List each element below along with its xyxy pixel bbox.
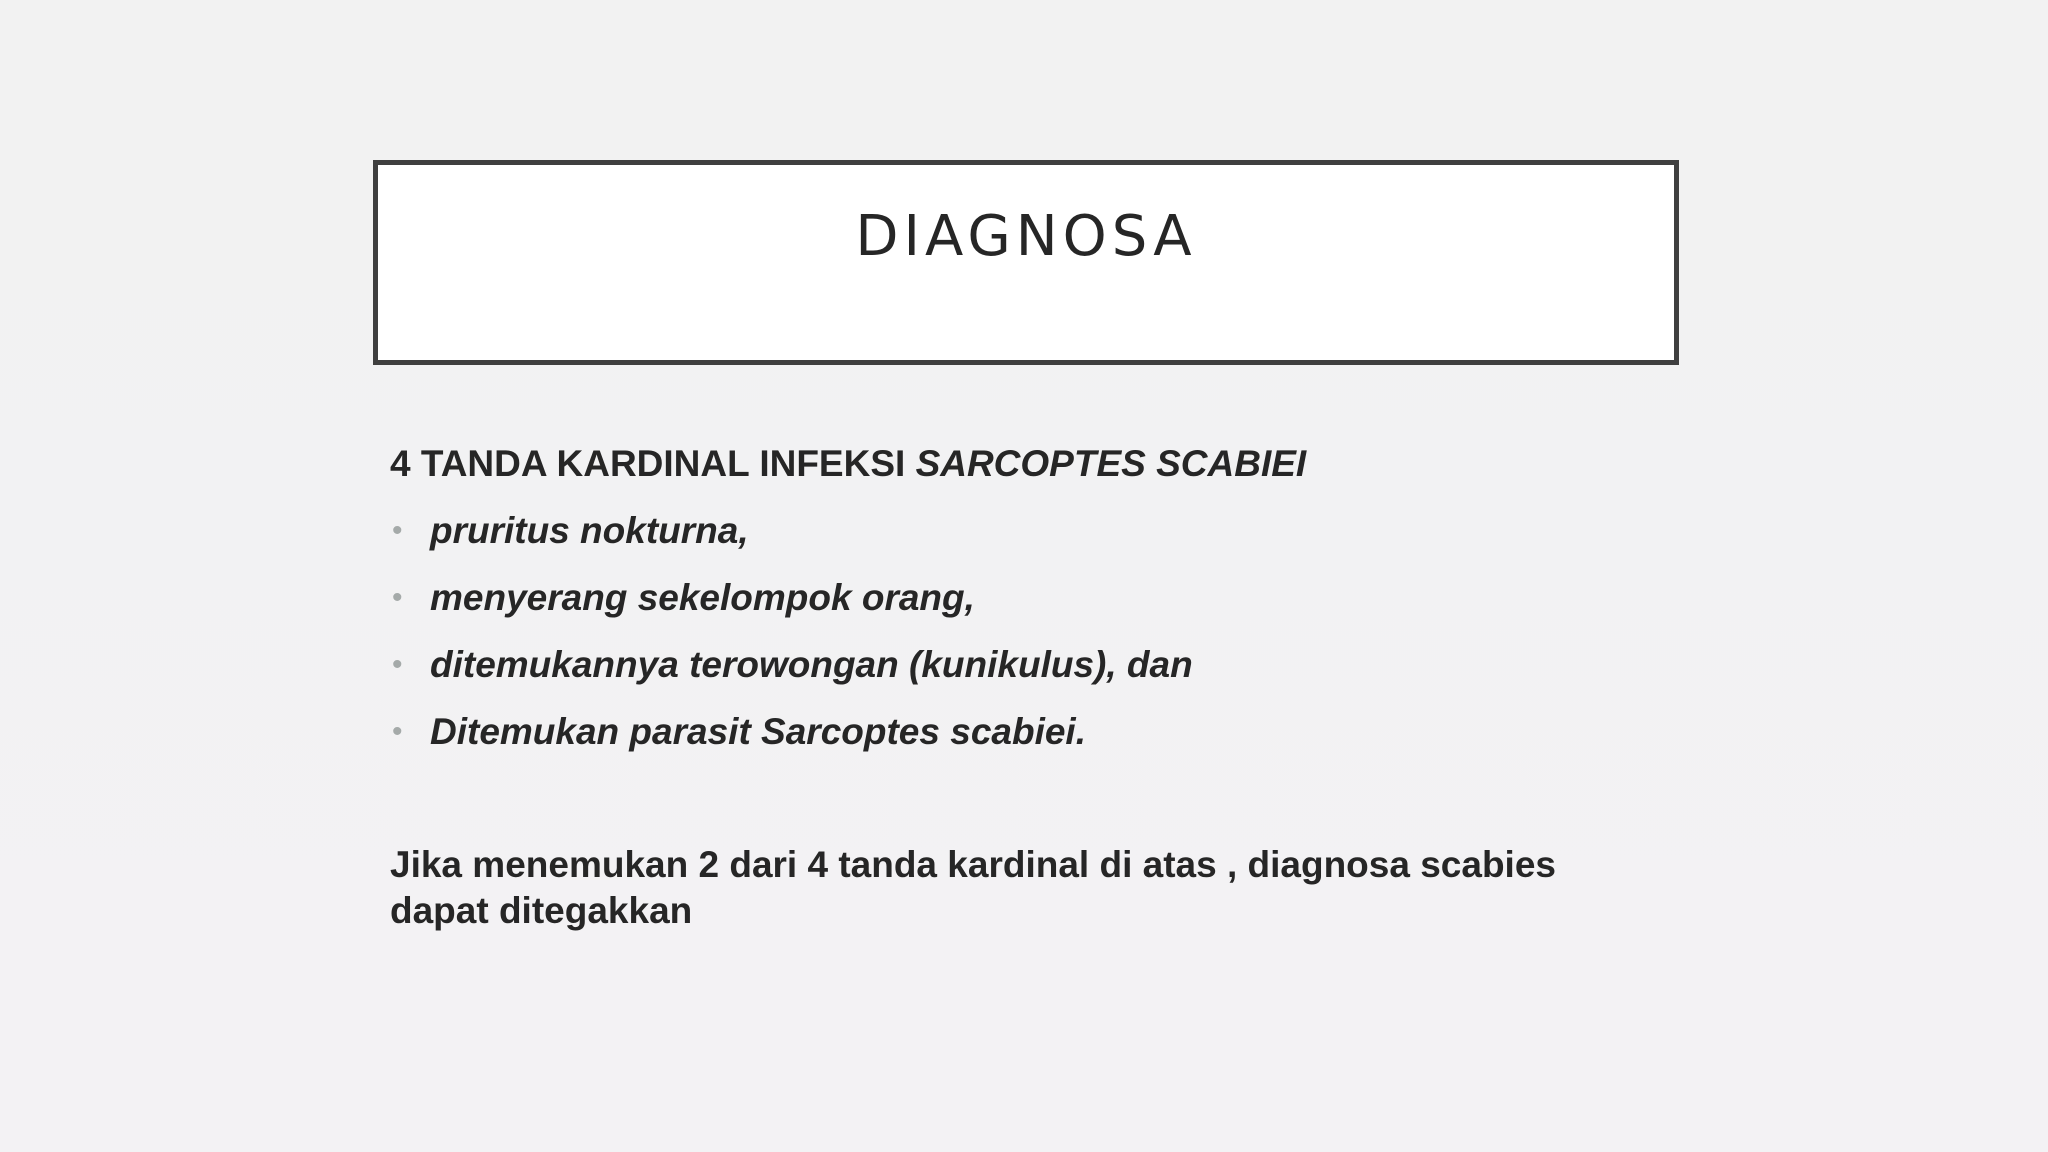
- bullet-list: [390, 507, 1690, 756]
- list-item-text: menyerang sekelompok orang,: [430, 577, 975, 618]
- list-item: [390, 507, 1690, 555]
- bullet-icon: •: [392, 648, 403, 681]
- section-heading: [390, 440, 1690, 488]
- title-box: [373, 160, 1679, 365]
- bullet-icon: •: [392, 715, 403, 748]
- list-item-text: Ditemukan parasit Sarcoptes scabiei.: [430, 711, 1086, 752]
- heading-prefix: 4 TANDA KARDINAL INFEKSI: [390, 443, 916, 484]
- bullet-icon: •: [392, 514, 403, 547]
- heading-emphasis: SARCOPTES SCABIEI: [915, 443, 1307, 484]
- list-item-text: pruritus nokturna,: [430, 510, 749, 551]
- list-item: [390, 574, 1690, 622]
- content-area: [390, 440, 1690, 775]
- bullet-icon: •: [392, 581, 403, 614]
- slide-title: DIAGNOSA: [855, 204, 1197, 269]
- list-item: [390, 708, 1690, 756]
- list-item: [390, 641, 1690, 689]
- conclusion-note: Jika menemukan 2 dari 4 tanda kardinal di atas , diagnosa scabies dapat ditegakkan: [390, 844, 1556, 931]
- list-item-text: ditemukannya terowongan (kunikulus), dan: [430, 644, 1193, 685]
